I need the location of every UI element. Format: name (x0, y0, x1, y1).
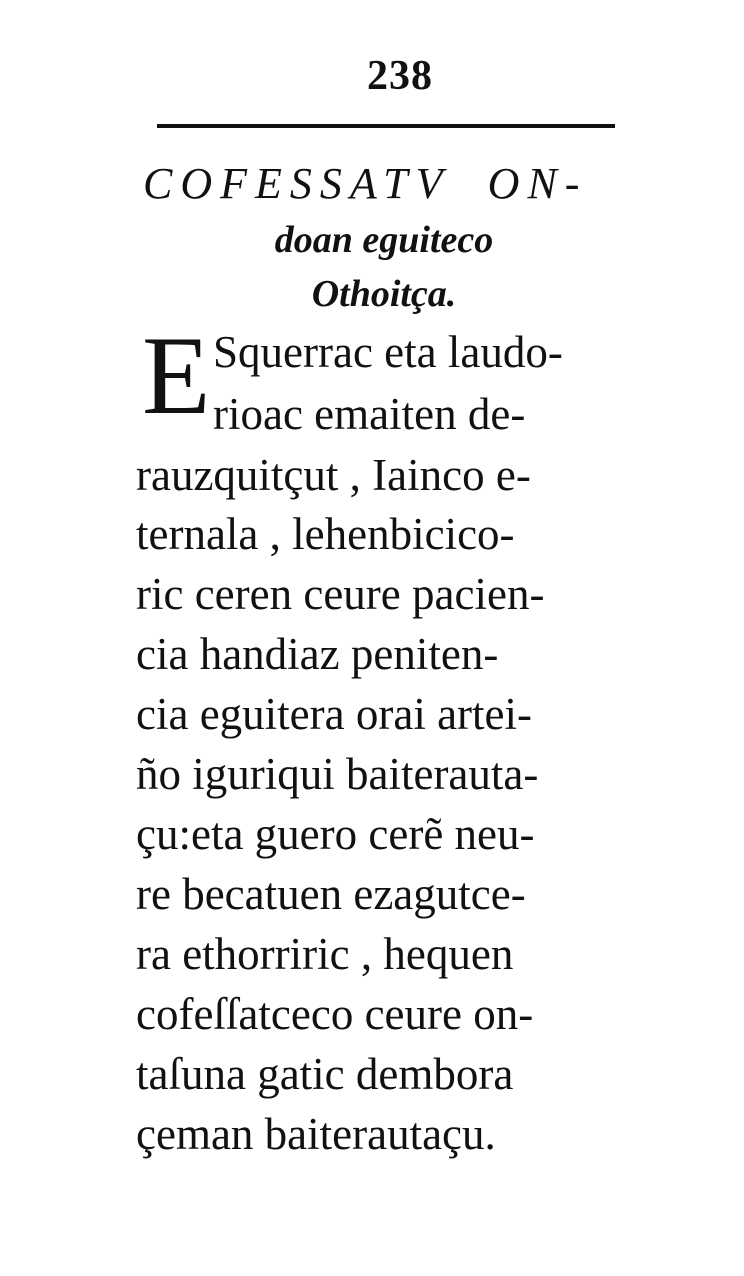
body-line-7: cia eguitera orai artei- (136, 689, 532, 739)
body-line-3: rauzquitçut , Iainco e- (136, 450, 531, 500)
drop-cap: E (142, 314, 211, 438)
body-line-5: ric ceren ceure pacien- (136, 569, 545, 619)
body-line-8: ño iguriqui baiterauta- (136, 749, 539, 799)
heading-line-3: Othoitça. (311, 273, 457, 315)
body-line-9: çu:eta guero cerẽ neu- (136, 809, 535, 859)
body-line-6: cia handiaz peniten- (136, 629, 499, 679)
heading-line-2: doan eguiteco (274, 219, 494, 261)
body-line-4: ternala , lehenbicico- (136, 509, 515, 559)
header-rule (157, 124, 615, 128)
body-line-2: rioac emaiten de- (213, 389, 526, 439)
body-line-12: cofeſſatceco ceure on- (136, 989, 534, 1039)
page-number: 238 (367, 53, 433, 99)
body-line-13: taſuna gatic dembora (136, 1049, 514, 1099)
body-line-14: çeman baiterautaçu. (136, 1109, 496, 1159)
body-line-11: ra ethorriric , hequen (136, 929, 514, 979)
body-line-10: re becatuen ezagutce- (136, 869, 526, 919)
body-line-1: Squerrac eta laudo- (213, 327, 563, 377)
heading-line-1: COFESSATV ON- (143, 159, 588, 208)
